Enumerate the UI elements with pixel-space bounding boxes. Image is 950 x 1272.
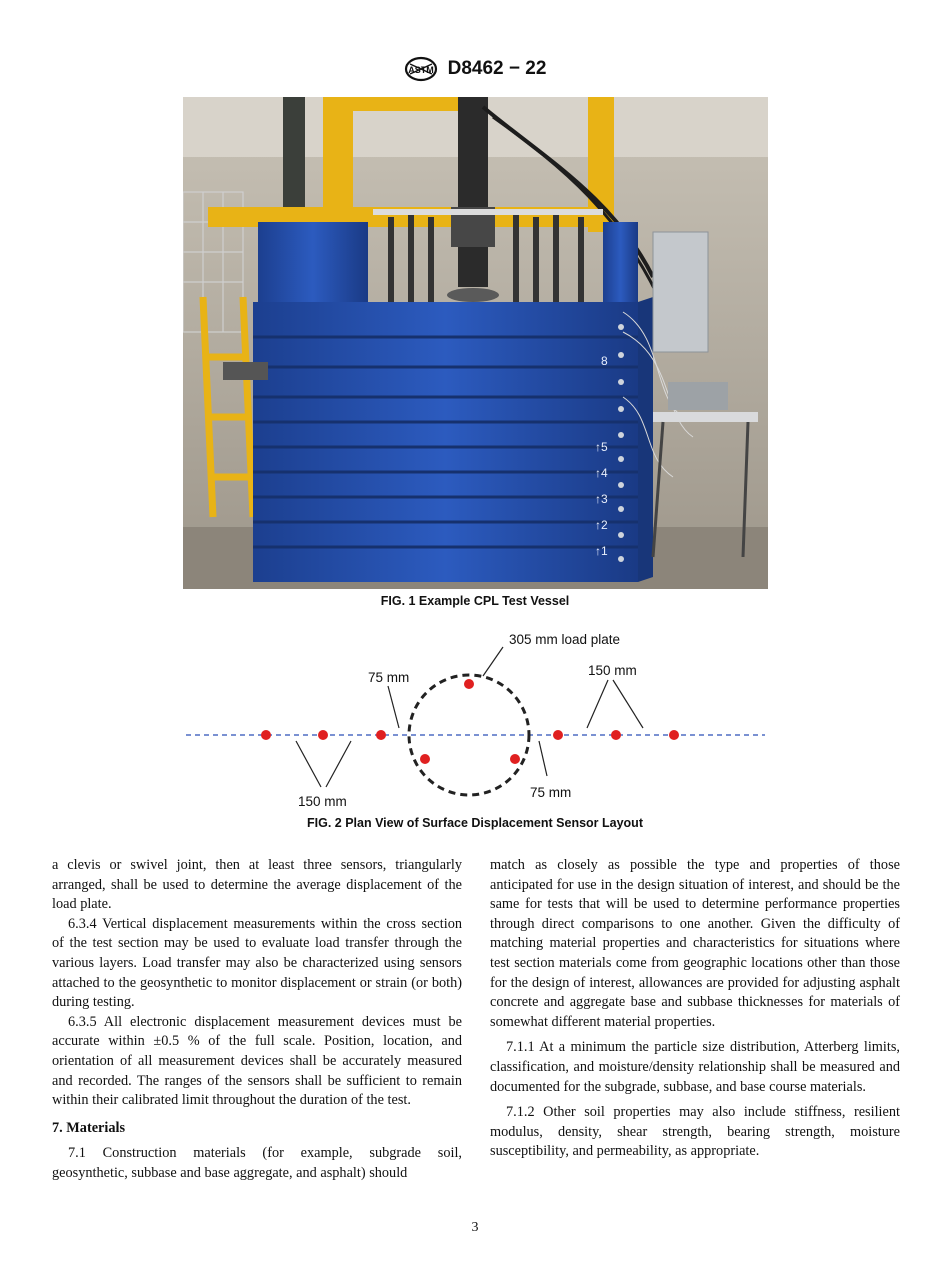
spacing-label-75-bottom: 75 mm [530,785,572,800]
sensor-dot [261,730,271,740]
sensor-dot [553,730,563,740]
load-plate-label: 305 mm load plate [509,632,621,647]
right-text-column [490,856,900,1162]
sensor-dot [464,679,474,689]
paragraph: match as closely as possible the type and properties of those anticipated for use in the design situation of interest, and should be the same for tests that will be used to determine performance properties through direct comparisons to one another. Given the difficulty of matching material properties and characteristics for situations where test section materials come from geographic locations other than those for the design of interest, allowances are provided for adjusting asphalt concrete and aggregate base and subbase thicknesses for materials of somewhat different material properties. [490,857,900,1030]
paragraph: 7.1 Construction materials (for example, subgrade soil, geosynthetic, subbase and base aggregate, and asphalt) should [52,1145,462,1181]
paragraph: 7.1.1 At a minimum the particle size distribution, Atterberg limits, classification, and moisture/density relationship shall be measured and documented for the subgrade, subbase, and base course materials. [490,1039,900,1095]
dimension-leader [587,680,608,728]
layer-mark: ↑4 [595,466,608,480]
spacing-label-150-top: 150 mm [588,663,637,678]
figure2-caption: FIG. 2 Plan View of Surface Displacement Sensor Layout [307,816,643,830]
paragraph: 6.3.4 Vertical displacement measurements within the cross section of the test section may be used to evaluate load transfer through the various layers. Load transfer may also be characterized using sensors attached to the geosynthetic to monitor displacement or strain (or both) during testing. [52,915,462,1011]
page-number: 3 [471,1220,479,1235]
sensor-dot [611,730,621,740]
spacing-label-150-bottom: 150 mm [298,794,347,809]
standard-designation: D8462 − 22 [447,58,547,79]
paragraph: a clevis or swivel joint, then at least three sensors, triangularly arranged, shall be used to determine the average displacement of the load plate. [52,857,462,913]
sensor-dot [318,730,328,740]
layer-mark: ↑3 [595,492,608,506]
section-heading: 7. Materials [52,1119,126,1136]
dimension-leader [326,741,351,787]
layer-mark: ↑2 [595,518,608,532]
sensor-dot [669,730,679,740]
dimension-leader [296,741,321,787]
figure1-caption: FIG. 1 Example CPL Test Vessel [380,594,570,608]
paragraph: 7.1.2 Other soil properties may also include stiffness, resilient modulus, density, shear strength, bearing strength, moisture susceptibility, and permeability, as appropriate. [490,1104,900,1160]
logo-text: ASTM [407,65,434,75]
dimension-leader [613,680,643,728]
dimension-leader [388,686,399,728]
sensor-dot [510,754,520,764]
sensor-dot [376,730,386,740]
figure1-photo [183,97,768,589]
astm-logo-icon [404,56,438,82]
figure2-diagram [183,624,768,814]
page-header [0,56,950,82]
layer-mark: ↑5 [595,440,608,454]
layer-mark: ↑1 [595,544,608,558]
sensor-dot [420,754,430,764]
paragraph: 6.3.5 All electronic displacement measurement devices must be accurate within ±0.5 % of the full scale. Position, location, and orientation of all measurement devices shall be accurately measured and recorded. The ranges of the sensors shall be sufficient to remain within their calibrated limit throughout the duration of the test. [52,1013,462,1109]
dimension-leader [539,741,547,776]
spacing-label-75-top: 75 mm [368,670,410,685]
load-plate-leader [483,647,503,676]
left-text-column [52,856,462,1184]
layer-mark: 8 [601,354,608,368]
